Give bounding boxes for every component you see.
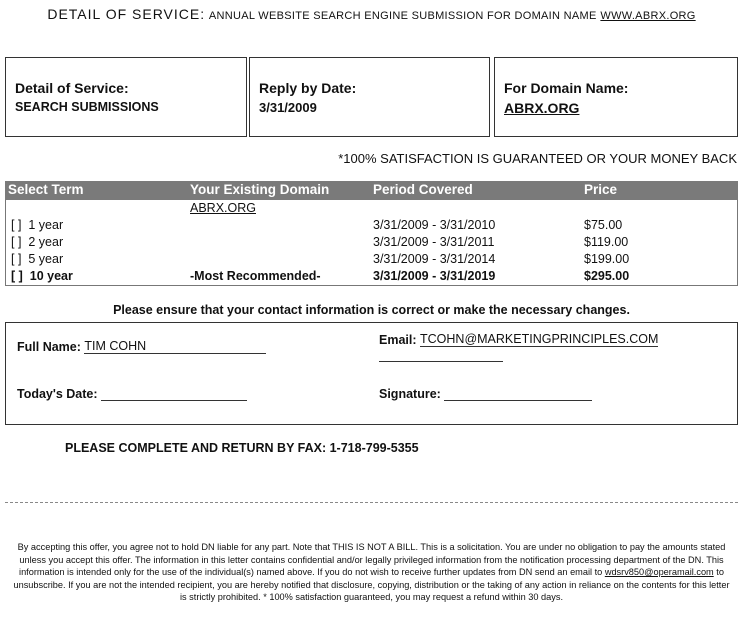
domain-box (494, 57, 738, 137)
fine-print (10, 541, 733, 604)
reply-value: 3/31/2009 (259, 100, 317, 115)
email-label: Email: (379, 333, 417, 347)
term-checkbox[interactable]: [ ] (11, 235, 22, 249)
table-row[interactable] (11, 235, 63, 249)
term-label: 1 year (28, 218, 64, 232)
dashed-divider (5, 502, 738, 503)
fine-print-part1: By accepting this offer, you agree not to hold DN liable for any part. Note that THIS IS NOT A BILL. This is a solicitation. You are under no obligation to pay the amounts stated unless you accept this offer. The information in this letter contains confidential and/or legally privileged information from the notification processing department of the DN. This information is intended only for the use of the individual(s) named above. If you do not wish to receive further updates from DN send an email to (17, 542, 726, 577)
signature-field[interactable] (379, 387, 592, 401)
email-field[interactable] (379, 332, 658, 347)
domain-value: ABRX.ORG (504, 100, 580, 116)
document-header (0, 6, 743, 22)
terms-header (5, 181, 738, 200)
full-name-label: Full Name: (17, 340, 81, 354)
term-checkbox[interactable]: [ ] (11, 252, 22, 266)
table-row[interactable] (11, 218, 63, 232)
todays-date-label: Today's Date: (17, 387, 98, 401)
contact-box (5, 322, 738, 425)
price-cell: $199.00 (584, 252, 630, 266)
term-checkbox[interactable]: [ ] (11, 269, 23, 283)
fax-instruction: PLEASE COMPLETE AND RETURN BY FAX: 1-718-799-5355 (65, 441, 419, 455)
signature-line[interactable] (444, 387, 592, 401)
reply-box (249, 57, 490, 137)
email-value[interactable]: TCOHN@MARKETINGPRINCIPLES.COM (420, 332, 659, 346)
fine-print-part2: to unsubscribe. If you are not the intended recipient, you are hereby notified that disclosure, copying, distribution or the taking of any action in reliance on the contents for this letter is strictly prohibited. * 100% satisfaction guaranteed, you may request a refund within 30 days. (13, 567, 730, 602)
header-price: Price (584, 182, 618, 197)
price-cell: $295.00 (584, 269, 630, 283)
full-name-value[interactable]: TIM COHN (84, 339, 266, 354)
email-continuation-line[interactable] (379, 348, 503, 362)
service-title: Detail of Service: (15, 80, 129, 96)
period-cell: 3/31/2009 - 3/31/2011 (373, 235, 495, 249)
unsubscribe-email-link[interactable]: wdsrv850@operamail.com (604, 567, 714, 577)
domain-title: For Domain Name: (504, 80, 629, 96)
price-cell: $119.00 (584, 235, 629, 249)
recommended-note: -Most Recommended- (190, 269, 321, 283)
header-existing-domain: Your Existing Domain (190, 182, 330, 197)
signature-label: Signature: (379, 387, 441, 401)
period-cell: 3/31/2009 - 3/31/2019 (373, 269, 496, 283)
service-value: SEARCH SUBMISSIONS (15, 100, 159, 114)
ensure-instruction: Please ensure that your contact information is correct or make the necessary changes. (113, 303, 630, 317)
term-label: 10 year (29, 269, 73, 283)
header-period-covered: Period Covered (373, 182, 473, 197)
period-cell: 3/31/2009 - 3/31/2014 (373, 252, 496, 266)
term-checkbox[interactable]: [ ] (11, 218, 22, 232)
header-label: DETAIL OF SERVICE: (47, 6, 206, 22)
period-cell: 3/31/2009 - 3/31/2010 (373, 218, 496, 232)
todays-date-line[interactable] (101, 387, 247, 401)
service-box (5, 57, 247, 137)
guarantee-text: *100% SATISFACTION IS GUARANTEED OR YOUR MONEY BACK (338, 151, 737, 166)
table-row[interactable] (11, 252, 63, 266)
term-label: 5 year (28, 252, 64, 266)
table-row[interactable] (11, 269, 73, 283)
header-select-term: Select Term (8, 182, 84, 197)
full-name-field[interactable] (17, 339, 266, 354)
header-description: ANNUAL WEBSITE SEARCH ENGINE SUBMISSION FOR DOMAIN NAME (208, 10, 597, 22)
term-label: 2 year (28, 235, 64, 249)
reply-title: Reply by Date: (259, 80, 357, 96)
header-domain-link[interactable]: WWW.ABRX.ORG (600, 10, 696, 22)
price-cell: $75.00 (584, 218, 623, 232)
todays-date-field[interactable] (17, 387, 247, 401)
existing-domain-value: ABRX.ORG (190, 201, 256, 215)
